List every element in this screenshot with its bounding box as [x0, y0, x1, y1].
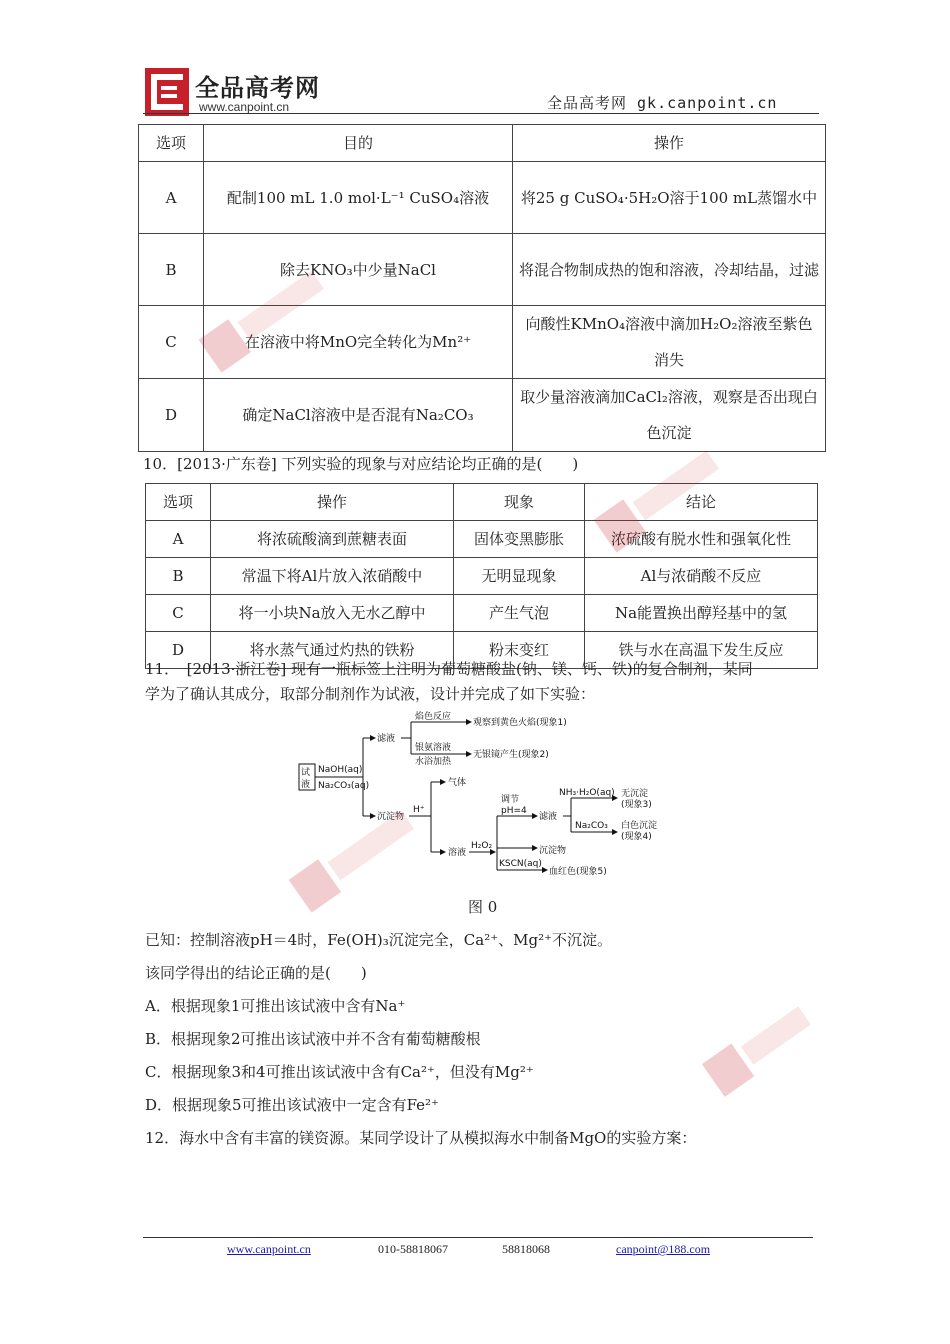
flow-ph4: pH=4 [501, 806, 527, 816]
flow-adjust: 调节 [501, 795, 520, 805]
footer-url[interactable] [227, 1242, 311, 1257]
flow-hplus: H⁺ [413, 805, 425, 815]
flow-start-bottom: 液 [301, 780, 311, 790]
flow-reagent2: Na₂CO₃(aq) [318, 781, 370, 791]
table-cell: A [146, 521, 211, 558]
footer-email[interactable] [616, 1242, 710, 1257]
flow-obs4: (现象4) [621, 832, 652, 842]
flow-obs5: 血红色(现象5) [549, 867, 607, 877]
table-cell: 固体变黑膨胀 [454, 521, 585, 558]
flow-solution: 溶液 [448, 848, 467, 858]
flow-gas: 气体 [448, 778, 467, 788]
logo-url: www.canpoint.cn [199, 100, 290, 114]
flow-flame: 焰色反应 [415, 712, 452, 722]
table-header-cell: 现象 [454, 484, 585, 521]
table-cell: 确定NaCl溶液中是否混有Na₂CO₃ [204, 379, 513, 452]
table-header-cell: 选项 [146, 484, 211, 521]
flow-obs1: 观察到黄色火焰(现象1) [473, 718, 567, 728]
table-row [146, 521, 818, 558]
footer-phone1: 010-58818067 [378, 1242, 448, 1256]
flow-white-precip: 白色沉淀 [621, 821, 658, 831]
header-divider [143, 113, 819, 114]
question-10-stem: 10．[2013·广东卷] 下列实验的现象与对应结论均正确的是( ) [143, 455, 579, 473]
table-cell: A [139, 162, 204, 234]
flow-filtrate: 滤液 [377, 734, 396, 744]
option-c: C．根据现象3和4可推出该试液中含有Ca²⁺，但没有Mg²⁺ [145, 1063, 534, 1081]
table-cell: 产生气泡 [454, 595, 585, 632]
canpoint-logo-icon [143, 66, 193, 118]
table-cell: Na能置换出醇羟基中的氢 [585, 595, 818, 632]
option-b: B．根据现象2可推出该试液中并不含有葡萄糖酸根 [145, 1030, 481, 1048]
table-header-cell: 结论 [585, 484, 818, 521]
flow-h2o2: H₂O₂ [471, 841, 493, 851]
flow-no-precip: 无沉淀 [621, 789, 649, 799]
table-cell: 无明显现象 [454, 558, 585, 595]
footer-url-link[interactable]: www.canpoint.cn [227, 1242, 311, 1256]
flow-precip2: 沉淀物 [539, 846, 567, 856]
table-cell: C [146, 595, 211, 632]
table-row [146, 558, 818, 595]
footer-divider [143, 1237, 813, 1238]
table-cell: 配制100 mL 1.0 mol·L⁻¹ CuSO₄溶液 [204, 162, 513, 234]
table-cell: 将水蒸气通过灼热的铁粉 [211, 632, 454, 669]
table-cell: 取少量溶液滴加CaCl₂溶液，观察是否出现白色沉淀 [513, 379, 826, 452]
flow-nh3: NH₃·H₂O(aq) [559, 788, 615, 798]
flow-filtrate2: 滤液 [539, 812, 558, 822]
table-row [139, 306, 826, 379]
table-cell: 在溶液中将MnO完全转化为Mn²⁺ [204, 306, 513, 379]
flow-na2co3: Na₂CO₃ [575, 821, 608, 831]
flow-start-top: 试 [301, 768, 311, 778]
table-cell: 将混合物制成热的饱和溶液，冷却结晶，过滤 [513, 234, 826, 306]
flow-precip: 沉淀物 [377, 812, 405, 822]
table-header-cell: 操作 [211, 484, 454, 521]
flow-reagent1: NaOH(aq) [318, 765, 363, 775]
table-q9 [138, 124, 826, 452]
canpoint-logo [143, 66, 333, 120]
flow-silver: 银氨溶液 [415, 743, 452, 753]
table-cell: D [139, 379, 204, 452]
table-cell: D [146, 632, 211, 669]
table-cell: 除去KNO₃中少量NaCl [204, 234, 513, 306]
table-cell: 常温下将Al片放入浓硝酸中 [211, 558, 454, 595]
table-row [146, 595, 818, 632]
flow-obs2: 无银镜产生(现象2) [473, 750, 549, 760]
table-row [139, 379, 826, 452]
flow-water-bath: 水浴加热 [415, 757, 452, 767]
table-cell: 浓硫酸有脱水性和强氧化性 [585, 521, 818, 558]
table-cell: 粉末变红 [454, 632, 585, 669]
table-cell: B [139, 234, 204, 306]
site-header: 全品高考网 gk.canpoint.cn [547, 94, 778, 112]
question-11-line1: 11． [2013·浙江卷] 现有一瓶标签上注明为葡萄糖酸盐(钠、镁、钙、铁)的复合制剂，某同 [145, 660, 753, 678]
flow-kscn: KSCN(aq) [499, 859, 542, 869]
table-row [139, 162, 826, 234]
question-11-line2: 学为了确认其成分，取部分制剂作为试液，设计并完成了如下实验： [145, 685, 596, 703]
option-d: D．根据现象5可推出该试液中一定含有Fe²⁺ [145, 1096, 439, 1114]
watermark-logo-icon [690, 990, 830, 1130]
table-cell: Al与浓硝酸不反应 [585, 558, 818, 595]
footer-phone2: 58818068 [502, 1242, 550, 1256]
table-row [139, 234, 826, 306]
table-header-cell: 操作 [513, 125, 826, 162]
table-cell: B [146, 558, 211, 595]
logo-text: 全品高考网 [195, 74, 320, 102]
table-cell: 铁与水在高温下发生反应 [585, 632, 818, 669]
option-a: A．根据现象1可推出该试液中含有Na⁺ [145, 997, 406, 1015]
table-cell: 将一小块Na放入无水乙醇中 [211, 595, 454, 632]
figure-caption: 图 0 [468, 898, 498, 916]
footer-email-link[interactable]: canpoint@188.com [616, 1242, 711, 1256]
table-header-cell: 选项 [139, 125, 204, 162]
table-header-cell: 目的 [204, 125, 513, 162]
question-11-stem: 该同学得出的结论正确的是( ) [145, 964, 367, 982]
question-11-known: 已知：控制溶液pH＝4时，Fe(OH)₃沉淀完全，Ca²⁺、Mg²⁺不沉淀。 [145, 931, 613, 949]
table-cell: C [139, 306, 204, 379]
question-12-stem: 12．海水中含有丰富的镁资源。某同学设计了从模拟海水中制备MgO的实验方案： [145, 1129, 697, 1147]
table-cell: 向酸性KMnO₄溶液中滴加H₂O₂溶液至紫色消失 [513, 306, 826, 379]
table-q10 [145, 483, 818, 669]
table-cell: 将浓硫酸滴到蔗糖表面 [211, 521, 454, 558]
table-cell: 将25 g CuSO₄·5H₂O溶于100 mL蒸馏水中 [513, 162, 826, 234]
flow-obs3: (现象3) [621, 800, 652, 810]
experiment-flowchart [295, 708, 675, 888]
